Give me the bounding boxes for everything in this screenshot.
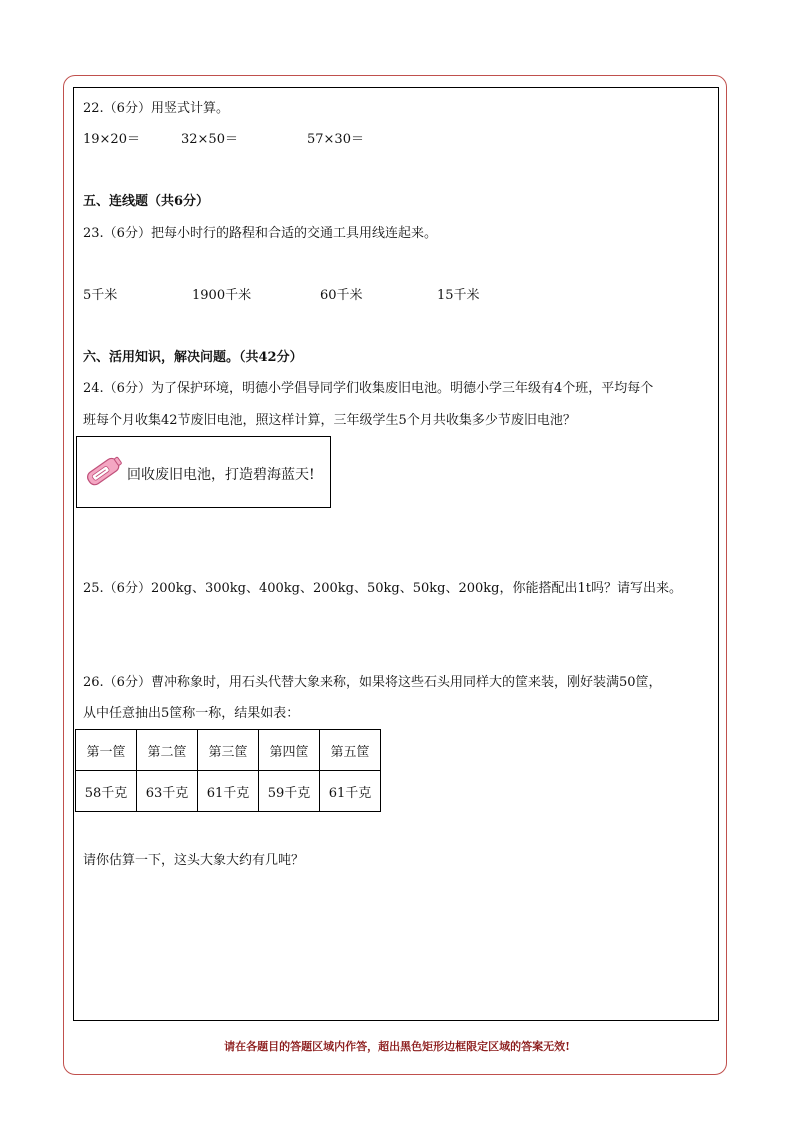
q23-distance-4: 15千米: [437, 288, 480, 303]
q22-calc-2: 32×50＝: [181, 132, 238, 147]
table-cell: 58千克: [76, 771, 137, 812]
section5-heading: 五、连线题（共6分）: [83, 194, 210, 209]
table-cell: 59千克: [259, 771, 320, 812]
q22-title: 22.（6分）用竖式计算。: [83, 101, 229, 116]
table-header-cell: 第二筐: [137, 730, 198, 771]
q23-distance-3: 60千米: [320, 288, 363, 303]
q25-text: 25.（6分）200kg、300kg、400kg、200kg、50kg、50kg、200kg，你能搭配出1t吗？请写出来。: [83, 581, 682, 596]
q26-question: 请你估算一下，这头大象大约有几吨？: [83, 853, 305, 868]
table-header-cell: 第五筐: [320, 730, 381, 771]
q24-text-line1: 24.（6分）为了保护环境，明德小学倡导同学们收集废旧电池。明德小学三年级有4个班，平均每个: [83, 381, 654, 396]
table-cell: 63千克: [137, 771, 198, 812]
basket-weights-table: [75, 729, 381, 812]
footer-note: 请在各题目的答题区域内作答，超出黑色矩形边框限定区域的答案无效!: [224, 1040, 570, 1053]
table-cell: 61千克: [320, 771, 381, 812]
table-row: [76, 771, 381, 812]
table-header-cell: 第四筐: [259, 730, 320, 771]
battery-icon: [83, 451, 125, 495]
q23-title: 23.（6分）把每小时行的路程和合适的交通工具用线连起来。: [83, 226, 437, 241]
table-header-cell: 第一筐: [76, 730, 137, 771]
slogan-text: 回收废旧电池，打造碧海蓝天!: [127, 467, 315, 483]
q23-distance-2: 1900千米: [192, 288, 252, 303]
slogan-box: [76, 436, 331, 508]
section6-heading: 六、活用知识，解决问题。（共42分）: [83, 350, 303, 365]
table-header-row: [76, 730, 381, 771]
q22-calc-1: 19×20＝: [83, 132, 140, 147]
q22-calc-3: 57×30＝: [307, 132, 364, 147]
q26-text-line1: 26.（6分）曹冲称象时，用石头代替大象来称，如果将这些石头用同样大的筐来装，刚好装满50筐，: [83, 675, 662, 690]
q24-text-line2: 班每个月收集42节废旧电池，照这样计算，三年级学生5个月共收集多少节废旧电池？: [83, 413, 576, 428]
q26-text-line2: 从中任意抽出5筐称一称，结果如表：: [83, 706, 300, 721]
table-cell: 61千克: [198, 771, 259, 812]
q23-distance-1: 5千米: [83, 288, 118, 303]
table-header-cell: 第三筐: [198, 730, 259, 771]
